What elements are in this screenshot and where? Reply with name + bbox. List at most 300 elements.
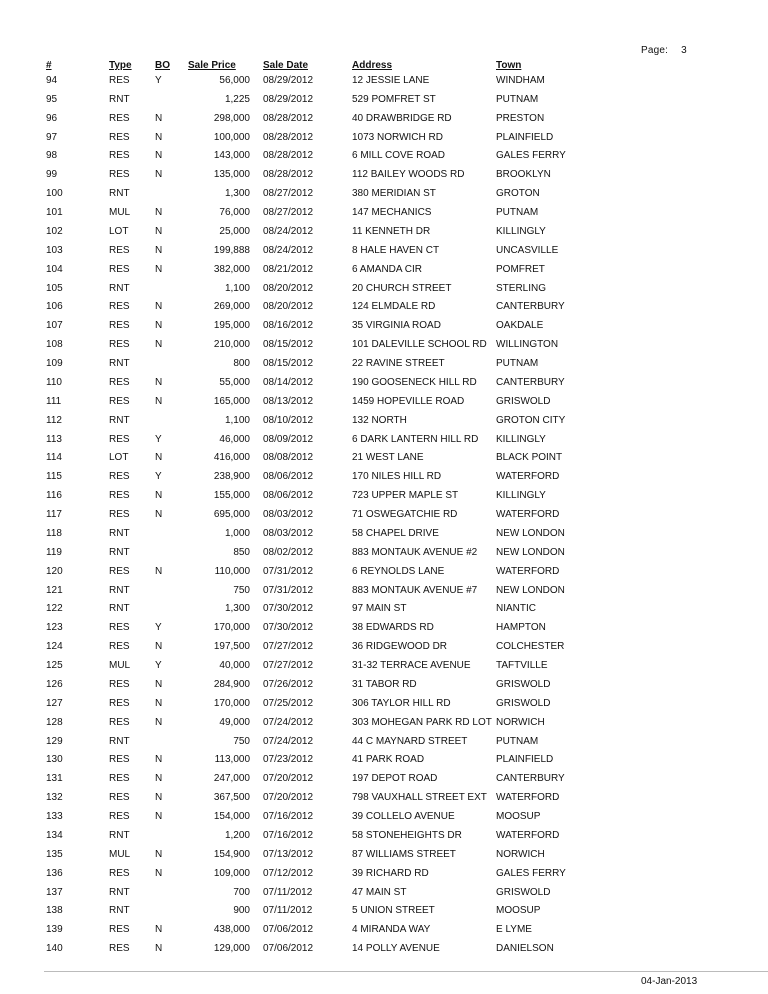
- address: 58 CHAPEL DRIVE: [352, 527, 439, 539]
- sale-price: 49,000: [219, 716, 250, 728]
- town: NEW LONDON: [496, 546, 565, 558]
- town: KILLINGLY: [496, 490, 546, 502]
- header-type: Type: [109, 60, 132, 71]
- sale-price: 700: [233, 886, 250, 898]
- property-type: RES: [109, 943, 130, 955]
- address: 883 MONTAUK AVENUE #2: [352, 546, 478, 558]
- table-row: [0, 581, 768, 600]
- footer-date: 04-Jan-2013: [641, 976, 698, 987]
- address: 39 RICHARD RD: [352, 867, 429, 879]
- address: 4 MIRANDA WAY: [352, 924, 431, 936]
- property-type: RES: [109, 811, 130, 823]
- row-number: 111: [46, 395, 62, 407]
- sale-date: 08/27/2012: [263, 207, 314, 219]
- bo-flag: N: [155, 678, 163, 690]
- town: UNCASVILLE: [496, 244, 559, 256]
- town: WATERFORD: [496, 509, 560, 521]
- table-row: [0, 637, 768, 656]
- sale-price: 109,000: [213, 867, 250, 879]
- property-type: RES: [109, 622, 130, 634]
- bo-flag: N: [155, 641, 163, 653]
- table-row: [0, 165, 768, 184]
- row-number: 138: [46, 905, 63, 917]
- address: 47 MAIN ST: [352, 886, 407, 898]
- sale-price: 154,000: [213, 811, 250, 823]
- row-number: 119: [46, 546, 62, 558]
- town: GROTON: [496, 188, 540, 200]
- property-type: MUL: [109, 207, 131, 219]
- property-type: RES: [109, 263, 130, 275]
- bo-flag: N: [155, 339, 163, 351]
- table-row: [0, 373, 768, 392]
- table-row: [0, 109, 768, 128]
- table-row: [0, 864, 768, 883]
- row-number: 99: [46, 169, 58, 181]
- row-number: 107: [46, 320, 63, 332]
- address: 883 MONTAUK AVENUE #7: [352, 584, 478, 596]
- table-row: [0, 90, 768, 109]
- sale-price: 195,000: [213, 320, 250, 332]
- sale-date: 08/06/2012: [263, 471, 314, 483]
- table-row: [0, 902, 768, 921]
- address: 6 REYNOLDS LANE: [352, 565, 445, 577]
- row-number: 122: [46, 603, 63, 615]
- sale-price: 750: [233, 584, 250, 596]
- bo-flag: N: [155, 301, 163, 313]
- table-row: [0, 184, 768, 203]
- property-type: RNT: [109, 358, 130, 370]
- town: PLAINFIELD: [496, 131, 554, 143]
- table-row: [0, 392, 768, 411]
- property-type: RES: [109, 792, 130, 804]
- row-number: 112: [46, 414, 62, 426]
- property-type: RES: [109, 339, 130, 351]
- row-number: 131: [46, 773, 63, 785]
- bo-flag: N: [155, 792, 163, 804]
- sale-price: 1,000: [224, 527, 250, 539]
- sale-date: 07/11/2012: [263, 905, 313, 917]
- sale-date: 07/11/2012: [263, 886, 313, 898]
- town: NIANTIC: [496, 603, 536, 615]
- table-row: [0, 788, 768, 807]
- sale-price: 143,000: [213, 150, 250, 162]
- sale-price: 298,000: [213, 112, 250, 124]
- table-row: [0, 298, 768, 317]
- address: 38 EDWARDS RD: [352, 622, 434, 634]
- table-row: [0, 656, 768, 675]
- sale-price: 695,000: [213, 509, 250, 521]
- table-row: [0, 713, 768, 732]
- table-row: [0, 222, 768, 241]
- property-type: RES: [109, 867, 130, 879]
- town: MOOSUP: [496, 905, 541, 917]
- property-type: RNT: [109, 584, 130, 596]
- sale-date: 07/06/2012: [263, 924, 314, 936]
- row-number: 121: [46, 584, 63, 596]
- sale-date: 08/08/2012: [263, 452, 314, 464]
- sale-date: 08/03/2012: [263, 527, 314, 539]
- bo-flag: [155, 184, 188, 203]
- sale-date: 07/20/2012: [263, 792, 314, 804]
- property-type: RNT: [109, 905, 130, 917]
- sale-price: 154,900: [213, 848, 250, 860]
- sale-price: 55,000: [219, 376, 250, 388]
- table-row: [0, 147, 768, 166]
- property-type: MUL: [109, 848, 131, 860]
- sale-date: 08/20/2012: [263, 282, 314, 294]
- property-type: RES: [109, 320, 130, 332]
- sale-date: 07/24/2012: [263, 716, 314, 728]
- bo-flag: N: [155, 131, 163, 143]
- address: 147 MECHANICS: [352, 207, 432, 219]
- row-number: 130: [46, 754, 63, 766]
- sale-date: 07/25/2012: [263, 697, 314, 709]
- sale-price: 1,200: [224, 829, 250, 841]
- sale-price: 199,888: [213, 244, 250, 256]
- table-row: [0, 411, 768, 430]
- bo-flag: N: [155, 244, 163, 256]
- bo-flag: [155, 279, 188, 298]
- sale-date: 08/28/2012: [263, 150, 314, 162]
- address: 58 STONEHEIGHTS DR: [352, 829, 462, 841]
- sale-date: 08/20/2012: [263, 301, 314, 313]
- town: STERLING: [496, 282, 547, 294]
- row-number: 139: [46, 924, 63, 936]
- row-number: 103: [46, 244, 63, 256]
- row-number: 120: [46, 565, 63, 577]
- bo-flag: N: [155, 150, 163, 162]
- row-number: 101: [46, 207, 63, 219]
- sale-price: 750: [233, 735, 250, 747]
- address: 1073 NORWICH RD: [352, 131, 443, 143]
- row-number: 94: [46, 74, 58, 86]
- bo-flag: [155, 411, 188, 430]
- bo-flag: N: [155, 376, 163, 388]
- town: BLACK POINT: [496, 452, 563, 464]
- property-type: RES: [109, 490, 130, 502]
- row-number: 98: [46, 150, 58, 162]
- town: CANTERBURY: [496, 376, 565, 388]
- table-row: [0, 920, 768, 939]
- address: 21 WEST LANE: [352, 452, 424, 464]
- address: 22 RAVINE STREET: [352, 358, 445, 370]
- header-num: #: [46, 60, 52, 71]
- table-row: [0, 128, 768, 147]
- row-number: 127: [46, 697, 63, 709]
- property-type: RES: [109, 565, 130, 577]
- bo-flag: Y: [155, 74, 162, 86]
- sale-price: 170,000: [213, 622, 250, 634]
- table-row: [0, 618, 768, 637]
- row-number: 129: [46, 735, 63, 747]
- sale-date: 07/16/2012: [263, 829, 314, 841]
- row-number: 104: [46, 263, 63, 275]
- sale-date: 07/12/2012: [263, 867, 314, 879]
- row-number: 106: [46, 301, 63, 313]
- sale-price: 367,500: [213, 792, 250, 804]
- sale-date: 07/26/2012: [263, 678, 314, 690]
- row-number: 113: [46, 433, 62, 445]
- sale-date: 07/27/2012: [263, 641, 314, 653]
- property-type: RES: [109, 716, 130, 728]
- sale-price: 76,000: [219, 207, 250, 219]
- town: PUTNAM: [496, 93, 539, 105]
- sale-price: 113,000: [214, 754, 250, 766]
- row-number: 108: [46, 339, 63, 351]
- table-row: [0, 449, 768, 468]
- address: 31 TABOR RD: [352, 678, 417, 690]
- address: 11 KENNETH DR: [352, 225, 431, 237]
- town: GROTON CITY: [496, 414, 566, 426]
- header-address: Address: [352, 60, 393, 71]
- bo-flag: N: [155, 716, 163, 728]
- bo-flag: N: [155, 395, 163, 407]
- sale-date: 07/24/2012: [263, 735, 314, 747]
- sale-price: 210,000: [213, 339, 250, 351]
- sale-date: 08/03/2012: [263, 509, 314, 521]
- address: 44 C MAYNARD STREET: [352, 735, 468, 747]
- town: PUTNAM: [496, 207, 539, 219]
- address: 40 DRAWBRIDGE RD: [352, 112, 452, 124]
- address: 12 JESSIE LANE: [352, 74, 430, 86]
- address: 39 COLLELO AVENUE: [352, 811, 455, 823]
- town: PUTNAM: [496, 358, 539, 370]
- sale-price: 1,300: [224, 603, 250, 615]
- row-number: 109: [46, 358, 63, 370]
- property-type: RES: [109, 244, 130, 256]
- property-type: RES: [109, 433, 130, 445]
- sale-price: 110,000: [214, 565, 250, 577]
- bo-flag: Y: [155, 622, 162, 634]
- sale-price: 165,000: [213, 395, 250, 407]
- sale-date: 08/09/2012: [263, 433, 314, 445]
- address: 132 NORTH: [352, 414, 407, 426]
- sale-price: 416,000: [213, 452, 250, 464]
- bo-flag: [155, 543, 188, 562]
- row-number: 102: [46, 225, 63, 237]
- bo-flag: N: [155, 263, 163, 275]
- address: 124 ELMDALE RD: [352, 301, 436, 313]
- town: WATERFORD: [496, 471, 560, 483]
- table-row: [0, 316, 768, 335]
- table-row: [0, 524, 768, 543]
- property-type: RES: [109, 697, 130, 709]
- row-number: 123: [46, 622, 63, 634]
- row-number: 136: [46, 867, 63, 879]
- town: KILLINGLY: [496, 433, 546, 445]
- address: 170 NILES HILL RD: [352, 471, 442, 483]
- bo-flag: [155, 826, 188, 845]
- bo-flag: N: [155, 943, 163, 955]
- town: NORWICH: [496, 848, 545, 860]
- town: GRISWOLD: [496, 395, 551, 407]
- row-number: 114: [46, 452, 62, 464]
- town: GALES FERRY: [496, 867, 566, 879]
- sale-price: 269,000: [213, 301, 250, 313]
- header-town: Town: [496, 60, 522, 71]
- sale-date: 08/28/2012: [263, 112, 314, 124]
- address: 41 PARK ROAD: [352, 754, 425, 766]
- bo-flag: N: [155, 509, 163, 521]
- sale-date: 08/28/2012: [263, 131, 314, 143]
- address: 6 DARK LANTERN HILL RD: [352, 433, 479, 445]
- address: 8 HALE HAVEN CT: [352, 244, 440, 256]
- sale-price: 25,000: [219, 225, 250, 237]
- sale-date: 08/24/2012: [263, 225, 314, 237]
- town: PLAINFIELD: [496, 754, 554, 766]
- row-number: 132: [46, 792, 63, 804]
- property-type: RNT: [109, 93, 130, 105]
- town: CANTERBURY: [496, 773, 565, 785]
- bo-flag: N: [155, 452, 163, 464]
- property-type: RNT: [109, 829, 130, 841]
- sale-date: 08/13/2012: [263, 395, 314, 407]
- address: 14 POLLY AVENUE: [352, 943, 440, 955]
- bo-flag: [155, 883, 188, 902]
- sale-date: 08/15/2012: [263, 339, 314, 351]
- address: 5 UNION STREET: [352, 905, 435, 917]
- town: PUTNAM: [496, 735, 539, 747]
- property-type: RES: [109, 471, 130, 483]
- sale-price: 284,900: [213, 678, 250, 690]
- bo-flag: [155, 581, 188, 600]
- property-type: RNT: [109, 527, 130, 539]
- row-number: 117: [46, 509, 62, 521]
- town: HAMPTON: [496, 622, 546, 634]
- bo-flag: [155, 524, 188, 543]
- sale-price: 438,000: [213, 924, 250, 936]
- row-number: 105: [46, 282, 63, 294]
- address: 71 OSWEGATCHIE RD: [352, 509, 458, 521]
- property-type: RNT: [109, 546, 130, 558]
- sale-date: 07/30/2012: [263, 622, 314, 634]
- bo-flag: N: [155, 207, 163, 219]
- property-type: RNT: [109, 603, 130, 615]
- row-number: 110: [46, 376, 62, 388]
- property-type: RES: [109, 924, 130, 936]
- table-row: [0, 807, 768, 826]
- table-row: [0, 751, 768, 770]
- sale-price: 900: [233, 905, 250, 917]
- row-number: 95: [46, 93, 58, 105]
- address: 306 TAYLOR HILL RD: [352, 697, 451, 709]
- town: GRISWOLD: [496, 697, 551, 709]
- sale-date: 08/16/2012: [263, 320, 314, 332]
- row-number: 128: [46, 716, 63, 728]
- property-type: RES: [109, 112, 130, 124]
- row-number: 97: [46, 131, 58, 143]
- property-type: RNT: [109, 188, 130, 200]
- address: 190 GOOSENECK HILL RD: [352, 376, 477, 388]
- town: WATERFORD: [496, 829, 560, 841]
- sale-date: 07/31/2012: [263, 584, 314, 596]
- table-row: [0, 203, 768, 222]
- table-row: [0, 335, 768, 354]
- sale-price: 40,000: [219, 660, 250, 672]
- sale-price: 382,000: [213, 263, 250, 275]
- town: NEW LONDON: [496, 584, 565, 596]
- address: 35 VIRGINIA ROAD: [352, 320, 441, 332]
- row-number: 118: [46, 527, 62, 539]
- sale-date: 08/27/2012: [263, 188, 314, 200]
- sale-date: 07/13/2012: [263, 848, 314, 860]
- town: WILLINGTON: [496, 339, 559, 351]
- property-type: RES: [109, 131, 130, 143]
- bo-flag: N: [155, 490, 163, 502]
- table-row: [0, 826, 768, 845]
- address: 529 POMFRET ST: [352, 93, 436, 105]
- table-row: [0, 430, 768, 449]
- table-row: [0, 241, 768, 260]
- row-number: 100: [46, 188, 63, 200]
- property-type: RES: [109, 74, 130, 86]
- address: 6 AMANDA CIR: [352, 263, 423, 275]
- address: 723 UPPER MAPLE ST: [352, 490, 459, 502]
- town: KILLINGLY: [496, 225, 546, 237]
- row-number: 135: [46, 848, 63, 860]
- sale-price: 56,000: [219, 74, 250, 86]
- bo-flag: N: [155, 112, 163, 124]
- page-label: Page:: [641, 45, 669, 56]
- sale-date: 08/21/2012: [263, 263, 314, 275]
- property-type: RES: [109, 150, 130, 162]
- sale-price: 1,100: [224, 414, 250, 426]
- sale-price: 155,000: [213, 490, 250, 502]
- sales-table: [0, 56, 768, 958]
- sale-date: 08/14/2012: [263, 376, 314, 388]
- property-type: RNT: [109, 735, 130, 747]
- footer-divider: [44, 971, 768, 972]
- page-indicator: [641, 45, 687, 56]
- sale-date: 08/06/2012: [263, 490, 314, 502]
- address: 20 CHURCH STREET: [352, 282, 452, 294]
- table-row: [0, 883, 768, 902]
- table-row: [0, 543, 768, 562]
- table-row: [0, 845, 768, 864]
- header-sale-date: Sale Date: [263, 60, 309, 71]
- sale-price: 197,500: [213, 641, 250, 653]
- property-type: RNT: [109, 414, 130, 426]
- sale-date: 08/29/2012: [263, 74, 314, 86]
- sale-date: 07/16/2012: [263, 811, 314, 823]
- table-row: [0, 675, 768, 694]
- sale-date: 07/30/2012: [263, 603, 314, 615]
- bo-flag: N: [155, 848, 163, 860]
- table-row: [0, 769, 768, 788]
- sale-price: 135,000: [213, 169, 250, 181]
- sale-date: 08/10/2012: [263, 414, 314, 426]
- sale-date: 08/28/2012: [263, 169, 314, 181]
- sale-price: 1,300: [224, 188, 250, 200]
- sale-price: 238,900: [213, 471, 250, 483]
- table-row: [0, 939, 768, 958]
- bo-flag: N: [155, 320, 163, 332]
- property-type: MUL: [109, 660, 131, 672]
- town: NORWICH: [496, 716, 545, 728]
- sale-price: 100,000: [213, 131, 250, 143]
- town: POMFRET: [496, 263, 545, 275]
- sale-price: 850: [233, 546, 250, 558]
- property-type: RES: [109, 376, 130, 388]
- sale-price: 46,000: [219, 433, 250, 445]
- sale-date: 07/31/2012: [263, 565, 314, 577]
- property-type: RES: [109, 773, 130, 785]
- row-number: 96: [46, 112, 58, 124]
- property-type: RNT: [109, 282, 130, 294]
- address: 380 MERIDIAN ST: [352, 188, 436, 200]
- table-row: [0, 694, 768, 713]
- town: WINDHAM: [496, 74, 545, 86]
